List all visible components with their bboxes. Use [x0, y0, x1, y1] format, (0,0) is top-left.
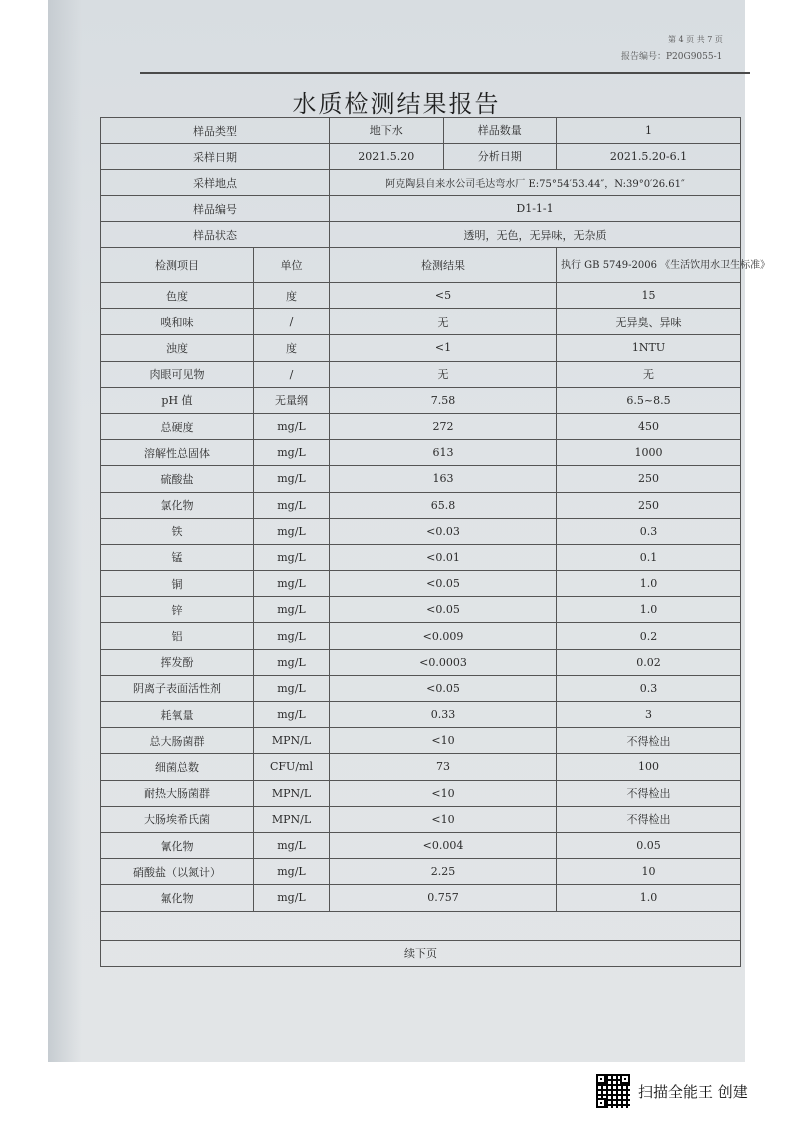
report-number: 报告编号：P20G9055-1 [621, 52, 723, 62]
cell-result: 无 [330, 309, 557, 335]
table-row [101, 518, 741, 544]
cell-standard: 10 [557, 859, 741, 885]
table-row [101, 859, 741, 885]
cell-result: <0.05 [330, 571, 557, 597]
cell-unit: mg/L [254, 440, 330, 466]
table-row [101, 649, 741, 675]
page-shadow [48, 0, 82, 1062]
cell-standard: 不得检出 [557, 806, 741, 832]
cell-standard: 0.2 [557, 623, 741, 649]
cell-item: 细菌总数 [101, 754, 254, 780]
cell-standard: 1000 [557, 440, 741, 466]
cell-standard: 0.05 [557, 832, 741, 858]
cell-result: 0.757 [330, 885, 557, 911]
cell-unit: mg/L [254, 649, 330, 675]
sample-count-label: 样品数量 [477, 124, 522, 137]
analysis-date-label: 分析日期 [477, 150, 522, 163]
cell-result: <10 [330, 806, 557, 832]
cell-result: <5 [330, 283, 557, 309]
sample-id-label: 样品编号 [101, 196, 330, 222]
cell-unit: mg/L [254, 597, 330, 623]
cell-standard: 1.0 [557, 571, 741, 597]
table-row [101, 544, 741, 570]
table-row [101, 309, 741, 335]
table-row [101, 728, 741, 754]
sample-id-value: D1-1-1 [330, 196, 741, 222]
column-header-row [101, 248, 741, 283]
info-row-sample-state [101, 222, 741, 248]
cell-item: 铁 [101, 518, 254, 544]
cell-result: <1 [330, 335, 557, 361]
cell-standard: 1.0 [557, 597, 741, 623]
cell-standard: 6.5~8.5 [557, 387, 741, 413]
cell-standard: 1.0 [557, 885, 741, 911]
table-row [101, 335, 741, 361]
cell-unit: mg/L [254, 832, 330, 858]
cell-item: 耐热大肠菌群 [101, 780, 254, 806]
table-row [101, 387, 741, 413]
cell-standard: 无异臭、异味 [557, 309, 741, 335]
cell-item: 大肠埃希氏菌 [101, 806, 254, 832]
table-row [101, 283, 741, 309]
cell-standard: 1NTU [557, 335, 741, 361]
cell-result: 613 [330, 440, 557, 466]
table-row [101, 806, 741, 832]
sample-state-value: 透明，无色，无异味，无杂质 [330, 222, 741, 248]
table-row [101, 492, 741, 518]
cell-unit: mg/L [254, 675, 330, 701]
cell-standard: 15 [557, 283, 741, 309]
qr-code-icon [596, 1074, 630, 1108]
continue-row [101, 940, 741, 966]
cell-standard: 0.1 [557, 544, 741, 570]
cell-unit: / [254, 361, 330, 387]
cell-item: 浊度 [101, 335, 254, 361]
cell-unit: mg/L [254, 413, 330, 439]
cell-item: 锰 [101, 544, 254, 570]
cell-result: <0.03 [330, 518, 557, 544]
cell-unit: mg/L [254, 518, 330, 544]
table-row [101, 597, 741, 623]
cell-result: 2.25 [330, 859, 557, 885]
cell-item: 氟化物 [101, 885, 254, 911]
sample-type-value: 地下水 [330, 118, 444, 143]
cell-item: 总大肠菌群 [101, 728, 254, 754]
col-standard-header: 执行 GB 5749-2006 《生活饮用水卫生标准》 [557, 248, 741, 283]
cell-result: <0.004 [330, 832, 557, 858]
cell-standard: 0.02 [557, 649, 741, 675]
location-value: 阿克陶县自来水公司毛达弯水厂 E:75°54′53.44″，N:39°0′26.61″ [330, 170, 741, 196]
cell-standard: 0.3 [557, 675, 741, 701]
cell-item: 氯化物 [101, 492, 254, 518]
cell-result: 65.8 [330, 492, 557, 518]
cell-item: 耗氧量 [101, 702, 254, 728]
cell-result: <0.05 [330, 675, 557, 701]
cell-unit: 度 [254, 335, 330, 361]
table-row [101, 361, 741, 387]
cell-unit: mg/L [254, 885, 330, 911]
scanner-watermark [596, 1073, 748, 1109]
cell-unit: mg/L [254, 544, 330, 570]
cell-item: 溶解性总固体 [101, 440, 254, 466]
analysis-date-value: 2021.5.20-6.1 [557, 144, 741, 170]
cell-unit: mg/L [254, 859, 330, 885]
page-number: 第 4 页 共 7 页 [668, 35, 723, 44]
cell-unit: MPN/L [254, 806, 330, 832]
cell-item: 硫酸盐 [101, 466, 254, 492]
cell-item: 氰化物 [101, 832, 254, 858]
cell-item: 总硬度 [101, 413, 254, 439]
table-row [101, 780, 741, 806]
cell-result: <0.01 [330, 544, 557, 570]
table-row [101, 440, 741, 466]
cell-result: 73 [330, 754, 557, 780]
cell-item: 挥发酚 [101, 649, 254, 675]
cell-result: <10 [330, 780, 557, 806]
result-rows [101, 283, 741, 912]
sample-state-label: 样品状态 [101, 222, 330, 248]
info-row-dates [101, 144, 741, 170]
cell-unit: mg/L [254, 571, 330, 597]
cell-item: pH 值 [101, 387, 254, 413]
cell-standard: 250 [557, 466, 741, 492]
cell-unit: MPN/L [254, 780, 330, 806]
cell-unit: 无量纲 [254, 387, 330, 413]
cell-result: 7.58 [330, 387, 557, 413]
cell-standard: 0.3 [557, 518, 741, 544]
table-row [101, 885, 741, 911]
cell-standard: 不得检出 [557, 728, 741, 754]
header-rule [140, 72, 750, 74]
report-title: 水质检测结果报告 [292, 90, 501, 118]
scanned-page-photo [48, 0, 771, 1062]
table-row [101, 702, 741, 728]
continue-label: 续下页 [101, 940, 741, 966]
cell-result: <0.009 [330, 623, 557, 649]
scanner-app-text: 扫描全能王 创建 [638, 1082, 748, 1101]
cell-unit: CFU/ml [254, 754, 330, 780]
cell-item: 铜 [101, 571, 254, 597]
results-table [100, 117, 771, 967]
cell-result: 163 [330, 466, 557, 492]
info-row-location [101, 170, 741, 196]
cell-standard: 450 [557, 413, 741, 439]
table-row [101, 623, 741, 649]
location-label: 采样地点 [101, 170, 330, 196]
cell-result: 0.33 [330, 702, 557, 728]
cell-result: <0.05 [330, 597, 557, 623]
blank-row [101, 911, 741, 940]
table-row [101, 413, 741, 439]
table-row [101, 466, 741, 492]
cell-standard: 不得检出 [557, 780, 741, 806]
col-item-header: 检测项目 [101, 248, 254, 283]
sample-count-value: 1 [557, 118, 741, 144]
cell-unit: mg/L [254, 623, 330, 649]
cell-item: 锌 [101, 597, 254, 623]
cell-unit: / [254, 309, 330, 335]
cell-item: 铝 [101, 623, 254, 649]
cell-item: 肉眼可见物 [101, 361, 254, 387]
cell-item: 嗅和味 [101, 309, 254, 335]
cell-standard: 100 [557, 754, 741, 780]
cell-standard: 3 [557, 702, 741, 728]
table-row [101, 832, 741, 858]
table-row [101, 754, 741, 780]
cell-item: 色度 [101, 283, 254, 309]
table-row [101, 571, 741, 597]
sampling-date-label: 采样日期 [101, 144, 330, 170]
info-row-sample-id [101, 196, 741, 222]
cell-item: 硝酸盐（以氮计） [101, 859, 254, 885]
sampling-date-value: 2021.5.20 [330, 144, 444, 169]
cell-standard: 250 [557, 492, 741, 518]
cell-unit: MPN/L [254, 728, 330, 754]
cell-result: 272 [330, 413, 557, 439]
table-row [101, 675, 741, 701]
col-result-header: 检测结果 [330, 248, 557, 283]
sample-type-label: 样品类型 [101, 118, 330, 144]
cell-item: 阴离子表面活性剂 [101, 675, 254, 701]
cell-unit: mg/L [254, 492, 330, 518]
cell-result: <0.0003 [330, 649, 557, 675]
cell-unit: 度 [254, 283, 330, 309]
cell-unit: mg/L [254, 702, 330, 728]
cell-unit: mg/L [254, 466, 330, 492]
cell-standard: 无 [557, 361, 741, 387]
info-row-sample-type [101, 118, 741, 144]
cell-result: <10 [330, 728, 557, 754]
col-unit-header: 单位 [254, 248, 330, 283]
cell-result: 无 [330, 361, 557, 387]
